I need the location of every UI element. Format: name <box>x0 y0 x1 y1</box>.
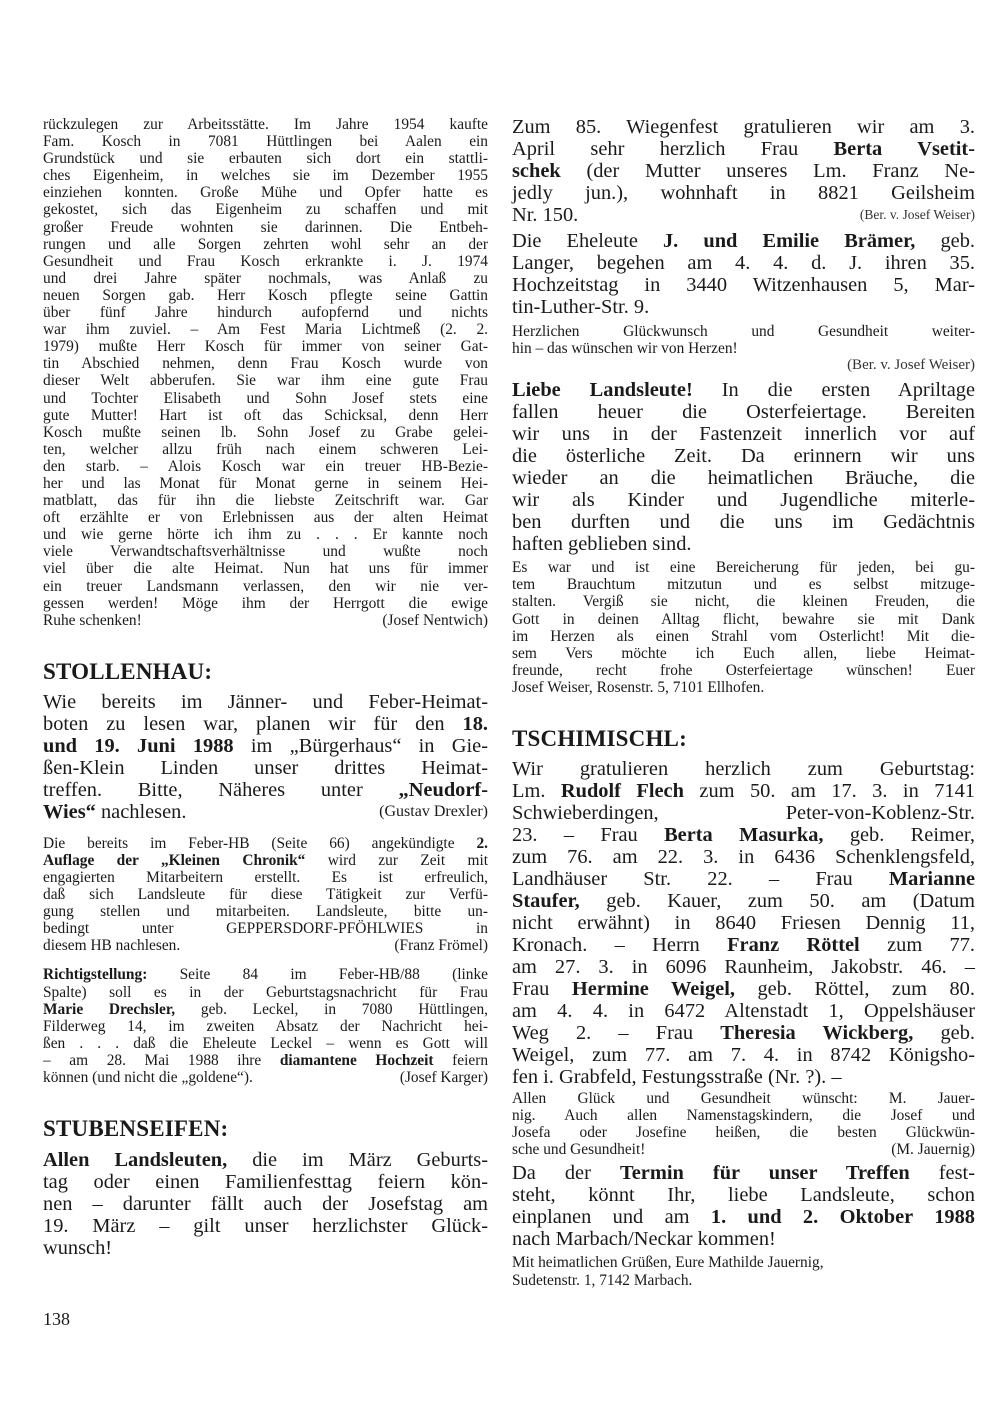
tschimischl-birthdays <box>512 758 975 1088</box>
left-column <box>43 116 488 1259</box>
text-line <box>43 852 488 869</box>
text-line: ches Eigenheim, in welches sie im Dezember 1955 <box>43 167 488 185</box>
text-line: Wir gratulieren herzlich zum Geburtstag: <box>512 758 975 781</box>
text-line: gute Mutter! Hart ist oft das Schicksal, denn Herr <box>43 406 488 424</box>
text-span: Frau <box>512 978 572 1001</box>
text-line: Josefa oder Josefine heißen, die besten Glückwün- <box>512 1124 975 1142</box>
text-line <box>512 1141 975 1158</box>
text-span: Lm. <box>512 780 561 803</box>
text-line: nicht erwähnt) in 8640 Friesen Dennig 11, <box>512 912 975 935</box>
text-line: daß sich Landsleute für diese Tätigkeit zur Verfü- <box>43 886 488 904</box>
text-line: viele Verwandtschaftsverhältnisse und wußte noch <box>43 543 488 561</box>
text-line <box>43 937 488 954</box>
author-signature: (Josef Karger) <box>399 1069 488 1087</box>
person-name: J. und Emilie Brämer, <box>662 230 916 252</box>
text-line: Spalte) soll es in der Geburtstagsnachricht für Frau <box>43 983 488 1001</box>
text-span: geb. Röttel, zum 80. <box>734 978 975 1001</box>
date-highlight: und 19. Juni 1988 <box>43 734 234 757</box>
text-line: ßen-Klein Linden unser drittes Heimat- <box>43 756 488 779</box>
text-line: gekostet, sich das Eigenheim zu schaffen und mit <box>43 201 488 219</box>
text-span: zum 50. am 17. 3. in 7141 <box>683 780 976 803</box>
text-span: Da der <box>512 1162 620 1185</box>
text-span: nachlesen. <box>95 800 187 823</box>
reference-highlight: „Neudorf- <box>398 778 488 801</box>
text-line <box>512 1206 975 1228</box>
date-highlight: 18. <box>462 712 488 735</box>
person-name: Hermine Weigel, <box>571 978 735 1001</box>
text-line: Mit heimatlichen Grüßen, Eure Mathilde Jauernig, <box>512 1254 824 1272</box>
text-bold: Richtigstellung: <box>43 966 148 984</box>
text-line: bedingt unter GEPPERSDORF-PFÖHLWIES in <box>43 920 488 938</box>
person-name: Berta Masurka, <box>664 824 824 847</box>
text-bold: 2. <box>476 834 488 852</box>
text-line: rückzulegen zur Arbeitsstätte. Im Jahre 1954 kaufte <box>43 116 488 133</box>
text-line: Zum 85. Wiegenfest gratulieren wir am 3. <box>512 116 975 138</box>
text-line: dieser Welt abberufen. Sie war ihm eine gute Frau <box>43 372 488 390</box>
text-line <box>43 1052 488 1069</box>
obituary-last-text: Ruhe schenken! <box>43 611 142 629</box>
text-line: Grundstück und sie erbauten sich dort ein stattli- <box>43 150 488 168</box>
text-line <box>512 934 975 956</box>
text-bold: diamantene Hochzeit <box>279 1051 434 1069</box>
text-span: Weg 2. – Frau <box>512 1022 721 1045</box>
text-span: – am 28. Mai 1988 ihre <box>43 1051 280 1069</box>
text-line <box>512 890 975 912</box>
person-name: Theresia Wickberg, <box>720 1022 914 1045</box>
meeting-announcement <box>512 1162 975 1250</box>
text-line: viel über die alte Heimat. Nun hat uns für immer <box>43 560 488 578</box>
stubenseifen-greeting <box>43 1149 488 1259</box>
text-line: Hochzeitstag in 3440 Witzenhausen 5, Mar- <box>512 274 975 296</box>
easter-greeting <box>512 379 975 555</box>
text-line: Wie bereits im Jänner- und Feber-Heimat- <box>43 690 488 713</box>
text-line: ein treuer Landsmann verlassen, den wir nie ver- <box>43 577 488 595</box>
text-line: nen – darunter fällt auch der Josefstag am <box>43 1193 488 1216</box>
text-line: wir uns in der Fastenzeit innerlich vor auf <box>512 423 975 446</box>
text-line: oft erzählte er von Erlebnissen aus der alten Heimat <box>43 509 488 527</box>
easter-verse <box>512 559 975 696</box>
text-span: treffen. Bitte, Näheres unter <box>43 778 399 801</box>
text-line <box>43 1001 488 1018</box>
text-bold: Liebe Landsleute! <box>512 379 693 402</box>
text-line: Allen Glück und Gesundheit wünscht: M. Jauer- <box>512 1090 975 1108</box>
text-line: rungen und alle Sorgen zehrten wohl sehr an der <box>43 235 488 253</box>
text-span <box>43 801 186 823</box>
text-line: wunsch! <box>43 1237 113 1260</box>
text-line: wieder an die heimatlichen Bräuche, die <box>512 467 975 490</box>
text-line: Weigel, zum 77. am 7. 4. in 8742 Königsho- <box>512 1044 975 1067</box>
text-line: tag oder einen Familienfesttag feiern kön- <box>43 1171 488 1194</box>
text-line: den starb. – Alois Kosch war ein treuer HB-Bezie- <box>43 457 488 475</box>
text-line: zum 76. am 22. 3. in 6436 Schenklengsfeld, <box>512 846 975 869</box>
person-name: Berta Vsetit- <box>833 138 975 160</box>
text-line: sem Vers möchte ich Euch allen, liebe Heimat- <box>512 644 975 662</box>
text-span: geb. Kauer, zum 50. am (Datum <box>579 890 975 913</box>
closing-greeting <box>512 1254 975 1288</box>
obituary-closing-line <box>43 612 488 629</box>
text-line: im Herzen als einen Strahl vom Osterlicht! Mit die- <box>512 627 975 645</box>
text-span: 23. – Frau <box>512 824 665 847</box>
date-highlight: 1. und 2. Oktober 1988 <box>710 1206 975 1229</box>
text-line: die österliche Zeit. Da erinnern wir uns <box>512 445 975 468</box>
text-line: fen i. Grabfeld, Festungsstraße (Nr. ?). – <box>512 1066 842 1089</box>
text-line: fallen heuer die Osterfeiertage. Bereiten <box>512 401 975 424</box>
text-bold: Allen Landsleuten, <box>43 1149 228 1172</box>
text-line: Sudetenstr. 1, 7142 Marbach. <box>512 1271 693 1289</box>
text-span: wird zur Zeit mit <box>305 851 489 869</box>
text-line: nig. Auch allen Namenstagskindern, die Josef und <box>512 1107 975 1125</box>
text-span: geb. <box>913 1022 975 1045</box>
text-span: (der Mutter unseres Lm. Franz Ne- <box>560 160 975 182</box>
text-line: jedly jun.), wohnhaft in 8821 Geilsheim <box>512 182 975 204</box>
author-signature: (Gustav Drexler) <box>379 802 488 820</box>
section-heading-tschimischl: TSCHIMISCHL: <box>512 726 687 752</box>
text-span: Nr. 150. <box>512 204 579 226</box>
text-line: Fam. Kosch in 7081 Hüttlingen bei Aalen ein <box>43 133 488 151</box>
text-span: diesem HB nachlesen. <box>43 937 181 955</box>
text-line: her und las Monat für Monat gerne in seinem Hei- <box>43 474 488 492</box>
text-line: Gott in deinen Alltag flicht, bewahre sie mit Dank <box>512 610 975 628</box>
author-signature: (M. Jauernig) <box>891 1141 975 1159</box>
page-number: 138 <box>43 1309 70 1329</box>
text-line: nach Marbach/Neckar kommen! <box>512 1228 776 1251</box>
text-line <box>43 835 488 852</box>
text-line <box>43 735 488 757</box>
namesday-greeting <box>512 1090 975 1158</box>
obituary-article <box>43 116 488 629</box>
text-span: sche und Gesundheit! <box>512 1141 646 1159</box>
birthday-notice-vsetitschek <box>512 116 975 226</box>
text-line: 1979) mußte Herr Kosch für immer von seiner Gat- <box>43 338 488 356</box>
text-line: 19. März – gilt unser herzlichster Glück- <box>43 1215 488 1238</box>
text-span: einplanen und am <box>512 1206 711 1229</box>
text-bold: Termin für unser Treffen <box>620 1162 910 1185</box>
section-heading-stollenhau: STOLLENHAU: <box>43 658 213 684</box>
text-line: und drei Jahre später nochmals, was Anlaß zu <box>43 269 488 287</box>
text-line <box>512 1022 975 1044</box>
text-line <box>512 230 975 252</box>
text-span: fest- <box>909 1162 975 1185</box>
text-line: Kosch mußte seinen lb. Sohn Josef zu Grabe gelei- <box>43 423 488 441</box>
text-line <box>512 978 975 1000</box>
text-line <box>512 379 975 401</box>
text-line: über fünf Jahre hindurch aufopfernd und nichts <box>43 304 488 322</box>
text-bold: Auflage der „Kleinen Chronik“ <box>43 851 306 869</box>
text-line: großer Freude wohnten sie darinnen. Die Entbeh- <box>43 218 488 236</box>
author-signature: (Ber. v. Josef Weiser) <box>859 207 975 222</box>
text-line: haften geblieben sind. <box>512 533 692 556</box>
text-line: Langer, begehen am 4. 4. d. J. ihren 35. <box>512 252 975 274</box>
text-line: tem Brauchtum mitzutun und es selbst mitzuge- <box>512 576 975 594</box>
text-span: In die ersten Apriltage <box>692 379 975 402</box>
text-line <box>43 801 488 823</box>
person-name: Staufer, <box>512 890 580 913</box>
text-line: und wie gerne hörte ich ihm zu . . . Er kannte noch <box>43 526 488 544</box>
text-line: Es war und ist eine Bereicherung für jeden, bei gu- <box>512 559 975 577</box>
text-span: Die bereits im Feber-HB (Seite 66) angekündigte <box>43 834 477 852</box>
text-line: Gesundheit und Frau Kosch erkrankte i. J. 1974 <box>43 252 488 270</box>
text-line: Schwieberdingen, Peter-von-Koblenz-Str. <box>512 802 975 825</box>
text-line <box>43 713 488 735</box>
text-line: tin Abschied nehmen, denn Frau Kosch wurde von <box>43 355 488 373</box>
text-line <box>512 868 975 890</box>
text-line: gung stellen und mitarbeiten. Landsleute, bitte un- <box>43 903 488 921</box>
text-span: geb. Reimer, <box>823 824 975 847</box>
chronik-notice <box>43 835 488 955</box>
text-span: geb. Leckel, in 7080 Hüttlingen, <box>175 1000 488 1018</box>
right-column <box>512 116 975 1289</box>
text-line: ten, welcher allzu früh nach einem schweren Lei- <box>43 440 488 458</box>
text-line: am 4. 4. in 6472 Altenstadt 1, Oppelshäuser <box>512 1000 975 1023</box>
anniversary-notice-braemer <box>512 230 975 318</box>
text-line <box>43 779 488 801</box>
text-line <box>512 204 975 226</box>
text-line: Filderweg 14, im zweiten Absatz der Nachricht hei- <box>43 1017 488 1035</box>
text-span: geb. <box>915 230 975 252</box>
author-signature: (Franz Frömel) <box>394 937 488 955</box>
person-name: Rudolf Flech <box>560 780 684 803</box>
person-name: Marianne <box>888 868 975 891</box>
text-line: steht, könnt Ihr, liebe Landsleute, schon <box>512 1184 975 1207</box>
person-name: Marie Drechsler, <box>43 1000 176 1018</box>
text-span: feiern <box>433 1051 489 1069</box>
text-line: gessen werden! Möge ihm der Herrgott die ewige <box>43 594 488 612</box>
text-line: engagierten Mitarbeitern erstellt. Es ist erfreulich, <box>43 869 488 886</box>
text-line <box>43 966 488 983</box>
text-span: Kronach. – Herrn <box>512 934 728 957</box>
stollenhau-announcement <box>43 691 488 823</box>
text-line: hin – das wünschen wir von Herzen! <box>512 340 738 358</box>
text-line: war ihm zuviel. – Am Fest Maria Lichtmeß (2. 2. <box>43 321 488 339</box>
text-line: ßen . . . daß die Eheleute Leckel – wenn es Gott will <box>43 1034 488 1052</box>
person-name: Franz Röttel <box>727 934 860 957</box>
text-line: tin-Luther-Str. 9. <box>512 296 650 318</box>
text-span: Landhäuser Str. 22. – Frau <box>512 868 889 891</box>
text-line: neuen Sorgen gab. Herr Kosch pflegte seine Gattin <box>43 286 488 304</box>
text-line: und Tochter Elisabeth und Sohn Josef stets eine <box>43 389 488 407</box>
text-span: boten zu lesen war, planen wir für den <box>43 712 463 735</box>
text-line: Josef Weiser, Rosenstr. 5, 7101 Ellhofen. <box>512 678 765 696</box>
author-signature: (Ber. v. Josef Weiser) <box>847 357 975 374</box>
text-line <box>512 160 975 182</box>
text-line <box>512 138 975 160</box>
text-line: einziehen konnten. Große Mühe und Opfer hatte es <box>43 184 488 202</box>
text-span: April sehr herzlich Frau <box>512 138 834 160</box>
text-line <box>43 1149 488 1171</box>
text-line: freunde, recht frohe Osterfeiertage wünschen! Euer <box>512 661 975 679</box>
person-name: schek <box>512 160 561 182</box>
text-line: wir als Kinder und Jugendliche miterle- <box>512 489 975 512</box>
text-span: im „Bürgerhaus“ in Gie- <box>233 734 488 757</box>
congratulation-note <box>512 323 975 374</box>
text-span: können (und nicht die „goldene“). <box>43 1069 253 1087</box>
text-span: zum 77. <box>859 934 976 957</box>
section-heading-stubenseifen: STUBENSEIFEN: <box>43 1116 229 1142</box>
correction-notice <box>43 966 488 1086</box>
text-line <box>512 1162 975 1184</box>
text-line: matblatt, das für ihn die liebste Zeitschrift war. Gar <box>43 492 488 510</box>
author-signature: (Josef Nentwich) <box>382 611 488 629</box>
text-line: stalten. Vergiß sie nicht, die kleinen Freuden, die <box>512 593 975 611</box>
text-span: Die Eheleute <box>512 230 663 252</box>
text-line: ben durften und die uns im Gedächtnis <box>512 511 975 534</box>
text-line: Herzlichen Glückwunsch und Gesundheit weiter- <box>512 323 975 340</box>
reference-highlight: Wies“ <box>43 800 96 823</box>
text-line: am 27. 3. in 6096 Raunheim, Jakobstr. 46. – <box>512 956 975 979</box>
text-line <box>512 780 975 802</box>
text-line <box>43 1069 488 1086</box>
text-line <box>512 824 975 846</box>
text-span: Seite 84 im Feber-HB/88 (linke <box>147 966 488 984</box>
text-span: die im März Geburts- <box>227 1149 488 1172</box>
